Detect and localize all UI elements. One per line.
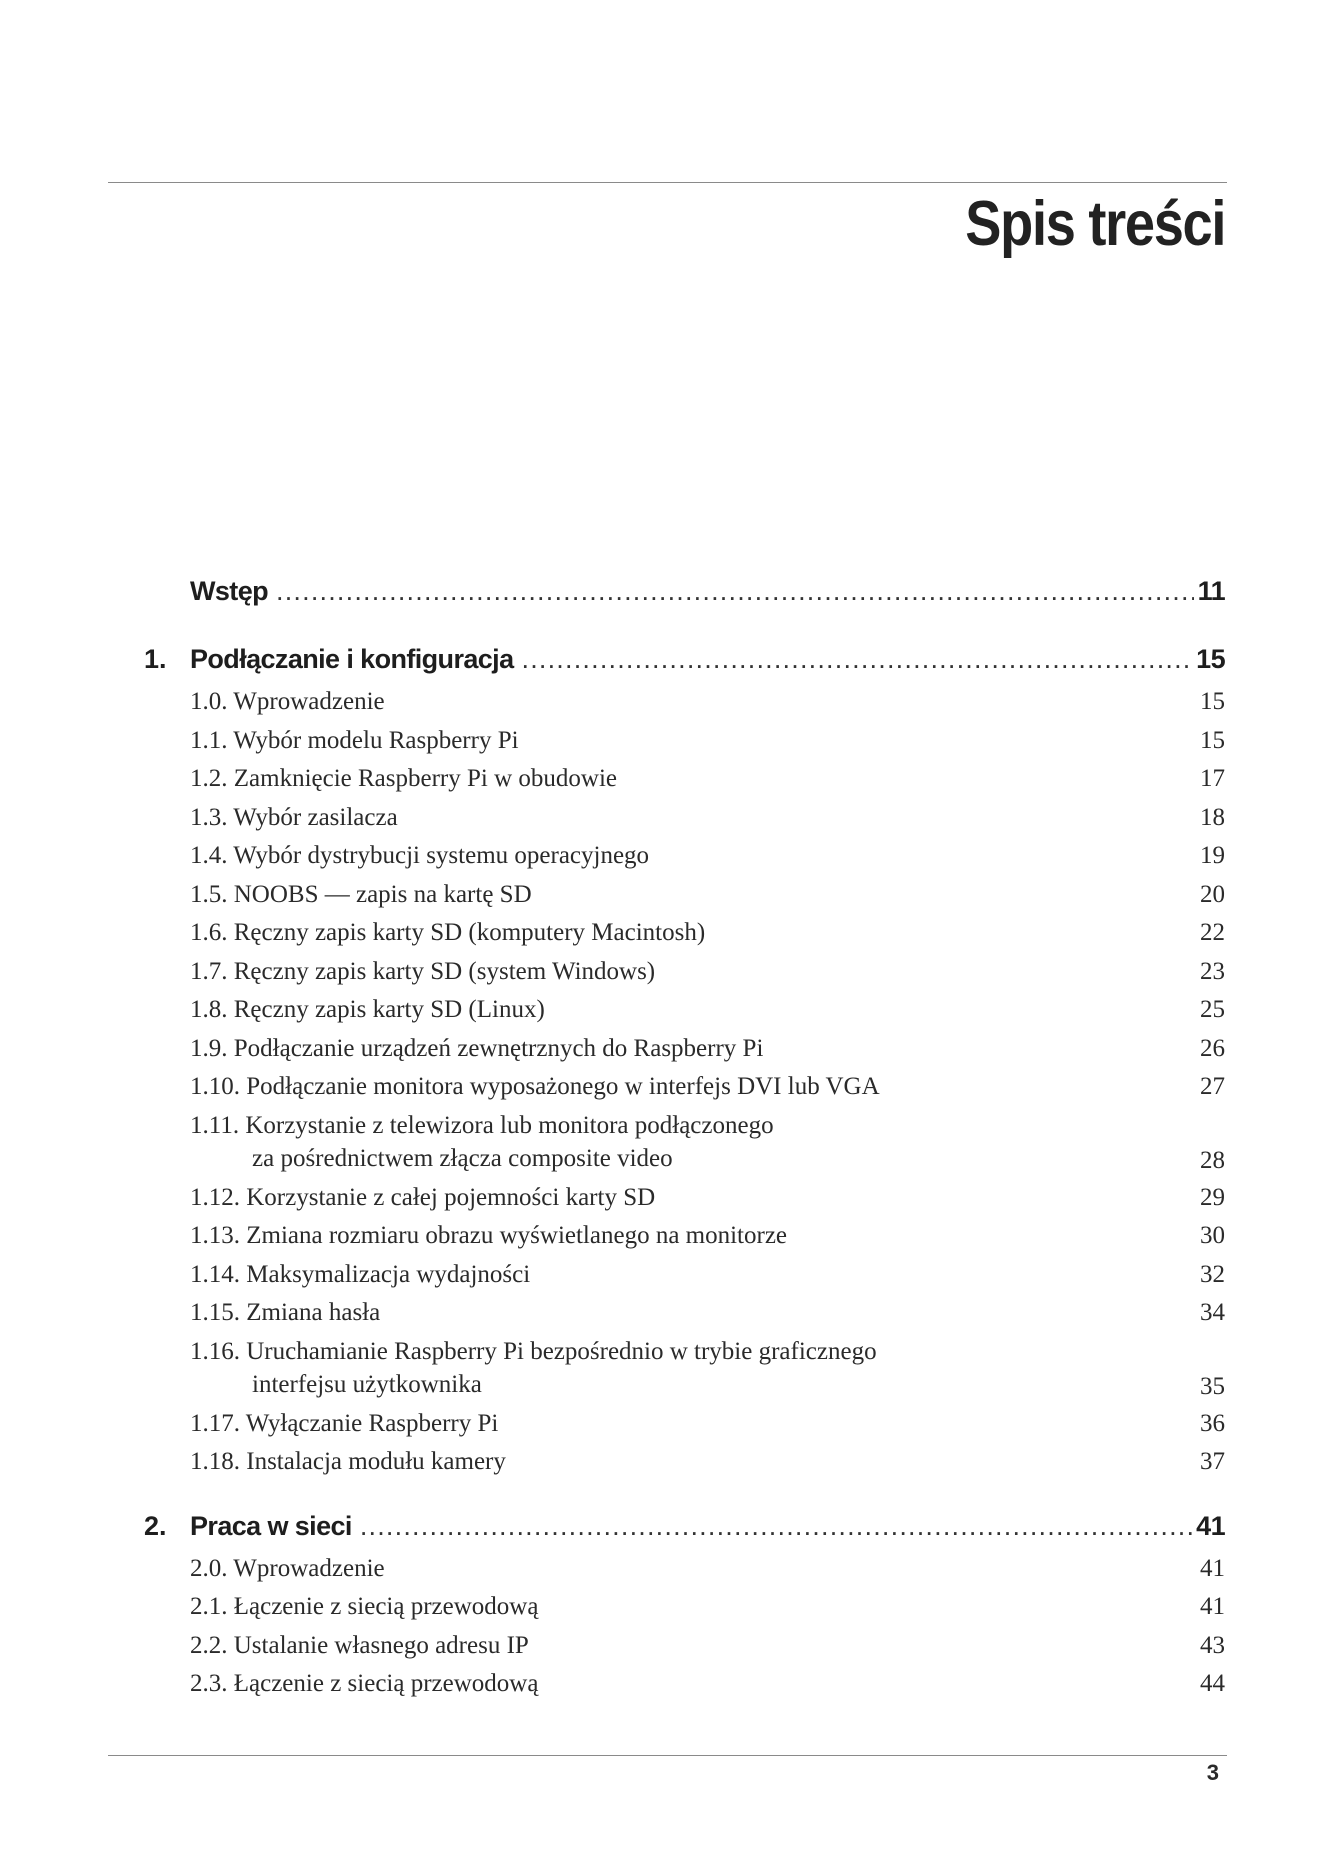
toc-chapter[interactable] xyxy=(0,1505,1322,1553)
toc-entry[interactable] xyxy=(0,1408,1322,1447)
entry-label-line: 1.5. NOOBS — zapis na kartę SD xyxy=(190,880,532,908)
toc-entry[interactable] xyxy=(0,1259,1322,1298)
entry-page: 34 xyxy=(1200,1299,1225,1326)
toc-entry[interactable] xyxy=(0,802,1322,841)
bottom-rule xyxy=(108,1755,1227,1756)
entry-label xyxy=(190,1668,1070,1700)
entry-label xyxy=(190,1071,1070,1103)
entry-label-line: 1.16. Uruchamianie Raspberry Pi bezpośrednio w trybie graficznego xyxy=(190,1337,877,1365)
toc-entry[interactable] xyxy=(0,994,1322,1033)
entry-label-line: 1.8. Ręczny zapis karty SD (Linux) xyxy=(190,996,545,1023)
toc-entry[interactable] xyxy=(0,1591,1322,1630)
entry-label xyxy=(190,1336,1070,1401)
toc-chapter[interactable] xyxy=(0,638,1322,686)
chapter-page: 41 xyxy=(1196,1510,1225,1541)
entry-page: 29 xyxy=(1200,1183,1225,1211)
entry-page: 28 xyxy=(1200,1146,1225,1174)
entry-label-line: 1.7. Ręczny zapis karty SD (system Windows) xyxy=(190,957,656,985)
entry-page: 30 xyxy=(1200,1222,1225,1249)
dot-leader xyxy=(276,576,1194,607)
entry-page: 36 xyxy=(1200,1409,1225,1437)
toc-entry[interactable] xyxy=(0,686,1322,725)
entry-page: 41 xyxy=(1200,1593,1225,1620)
entry-label-line: 1.3. Wybór zasilacza xyxy=(190,803,398,831)
entry-label xyxy=(190,1553,1070,1585)
toc-chapter[interactable] xyxy=(0,570,1322,618)
entry-label-line: 2.3. Łączenie z siecią przewodową xyxy=(190,1670,539,1697)
entry-label-line: 1.15. Zmiana hasła xyxy=(190,1299,381,1326)
entry-label-line: 1.11. Korzystanie z telewizora lub monitora podłączonego xyxy=(190,1111,774,1139)
toc-entry[interactable] xyxy=(0,1071,1322,1110)
chapter-title: Praca w sieci xyxy=(190,1510,352,1541)
entry-label-line: 1.0. Wprowadzenie xyxy=(190,688,385,715)
toc-entry[interactable] xyxy=(0,879,1322,918)
entry-page: 25 xyxy=(1200,996,1225,1023)
footer-page-number: 3 xyxy=(1206,1760,1219,1785)
toc-entry[interactable] xyxy=(0,1110,1322,1182)
entry-label-line: 1.2. Zamknięcie Raspberry Pi w obudowie xyxy=(190,765,617,792)
entry-page: 27 xyxy=(1200,1073,1225,1100)
entry-page: 17 xyxy=(1200,765,1225,792)
entry-label-line: 1.10. Podłączanie monitora wyposażonego w interfejs DVI lub VGA xyxy=(190,1073,880,1100)
toc-entry[interactable] xyxy=(0,840,1322,879)
chapter-line xyxy=(190,576,1225,607)
page-title: Spis treści xyxy=(965,189,1225,259)
entry-label xyxy=(190,725,1070,757)
entry-label xyxy=(190,1259,1070,1291)
entry-label xyxy=(190,1630,1070,1662)
entry-label-line: 1.13. Zmiana rozmiaru obrazu wyświetlanego na monitorze xyxy=(190,1222,788,1249)
toc-entry[interactable] xyxy=(0,1336,1322,1408)
entry-label xyxy=(190,1110,1070,1175)
toc-entry[interactable] xyxy=(0,1297,1322,1336)
table-of-contents xyxy=(0,570,1322,1707)
entry-label-continuation: interfejsu użytkownika xyxy=(252,1370,482,1398)
entry-page: 44 xyxy=(1200,1670,1225,1697)
entry-label-line: 2.2. Ustalanie własnego adresu IP xyxy=(190,1631,529,1659)
entry-label xyxy=(190,840,1070,872)
dot-leader xyxy=(360,1511,1192,1542)
toc-entry[interactable] xyxy=(0,1630,1322,1669)
entry-label-line: 1.4. Wybór dystrybucji systemu operacyjnego xyxy=(190,842,650,869)
entry-label-line: 1.6. Ręczny zapis karty SD (komputery Macintosh) xyxy=(190,919,706,946)
entry-label-line: 2.1. Łączenie z siecią przewodową xyxy=(190,1593,539,1620)
entry-page: 37 xyxy=(1200,1448,1225,1475)
entry-label xyxy=(190,1446,1070,1478)
entry-label xyxy=(190,1297,1070,1329)
toc-entry[interactable] xyxy=(0,725,1322,764)
entry-label xyxy=(190,686,1070,718)
entry-label-line: 2.0. Wprowadzenie xyxy=(190,1554,385,1582)
chapter-title: Wstęp xyxy=(190,576,269,606)
toc-entry[interactable] xyxy=(0,1182,1322,1221)
dot-leader xyxy=(522,644,1193,675)
toc-entry[interactable] xyxy=(0,1446,1322,1485)
entry-label-continuation: za pośrednictwem złącza composite video xyxy=(252,1144,673,1172)
entry-page: 22 xyxy=(1200,919,1225,946)
entry-label-line: 1.1. Wybór modelu Raspberry Pi xyxy=(190,726,519,754)
toc-entry[interactable] xyxy=(0,956,1322,995)
toc-entry[interactable] xyxy=(0,1033,1322,1072)
chapter-number: 2. xyxy=(144,1510,167,1541)
chapter-number: 1. xyxy=(144,644,167,674)
top-rule xyxy=(108,182,1227,183)
chapter-page: 15 xyxy=(1196,644,1225,674)
entry-page: 19 xyxy=(1200,842,1225,869)
entry-label xyxy=(190,763,1070,795)
toc-entry[interactable] xyxy=(0,1220,1322,1259)
entry-label xyxy=(190,994,1070,1026)
entry-page: 32 xyxy=(1200,1260,1225,1288)
entry-label xyxy=(190,879,1070,911)
entry-label xyxy=(190,917,1070,949)
entry-page: 35 xyxy=(1200,1372,1225,1400)
entry-label xyxy=(190,1408,1070,1440)
toc-entry[interactable] xyxy=(0,1668,1322,1707)
entry-page: 43 xyxy=(1200,1631,1225,1659)
entry-page: 18 xyxy=(1200,803,1225,831)
entry-page: 23 xyxy=(1200,957,1225,985)
entry-page: 26 xyxy=(1200,1034,1225,1062)
chapter-line xyxy=(190,1511,1225,1542)
entry-label xyxy=(190,802,1070,834)
entry-label-line: 1.18. Instalacja modułu kamery xyxy=(190,1448,506,1475)
entry-page: 15 xyxy=(1200,726,1225,754)
toc-entry[interactable] xyxy=(0,1553,1322,1592)
toc-entry[interactable] xyxy=(0,763,1322,802)
entry-page: 15 xyxy=(1200,688,1225,715)
entry-label-line: 1.14. Maksymalizacja wydajności xyxy=(190,1260,531,1288)
entry-label-line: 1.17. Wyłączanie Raspberry Pi xyxy=(190,1409,499,1437)
entry-label xyxy=(190,1182,1070,1214)
entry-page: 20 xyxy=(1200,880,1225,908)
chapter-title: Podłączanie i konfiguracja xyxy=(190,644,514,674)
entry-label xyxy=(190,1033,1070,1065)
toc-entry[interactable] xyxy=(0,917,1322,956)
chapter-page: 11 xyxy=(1197,576,1225,606)
chapter-line xyxy=(190,644,1225,675)
entry-label-line: 1.12. Korzystanie z całej pojemności karty SD xyxy=(190,1183,656,1211)
entry-label xyxy=(190,1220,1070,1252)
entry-label xyxy=(190,1591,1070,1623)
entry-label-line: 1.9. Podłączanie urządzeń zewnętrznych do Raspberry Pi xyxy=(190,1034,764,1062)
entry-label xyxy=(190,956,1070,988)
entry-page: 41 xyxy=(1200,1554,1225,1582)
